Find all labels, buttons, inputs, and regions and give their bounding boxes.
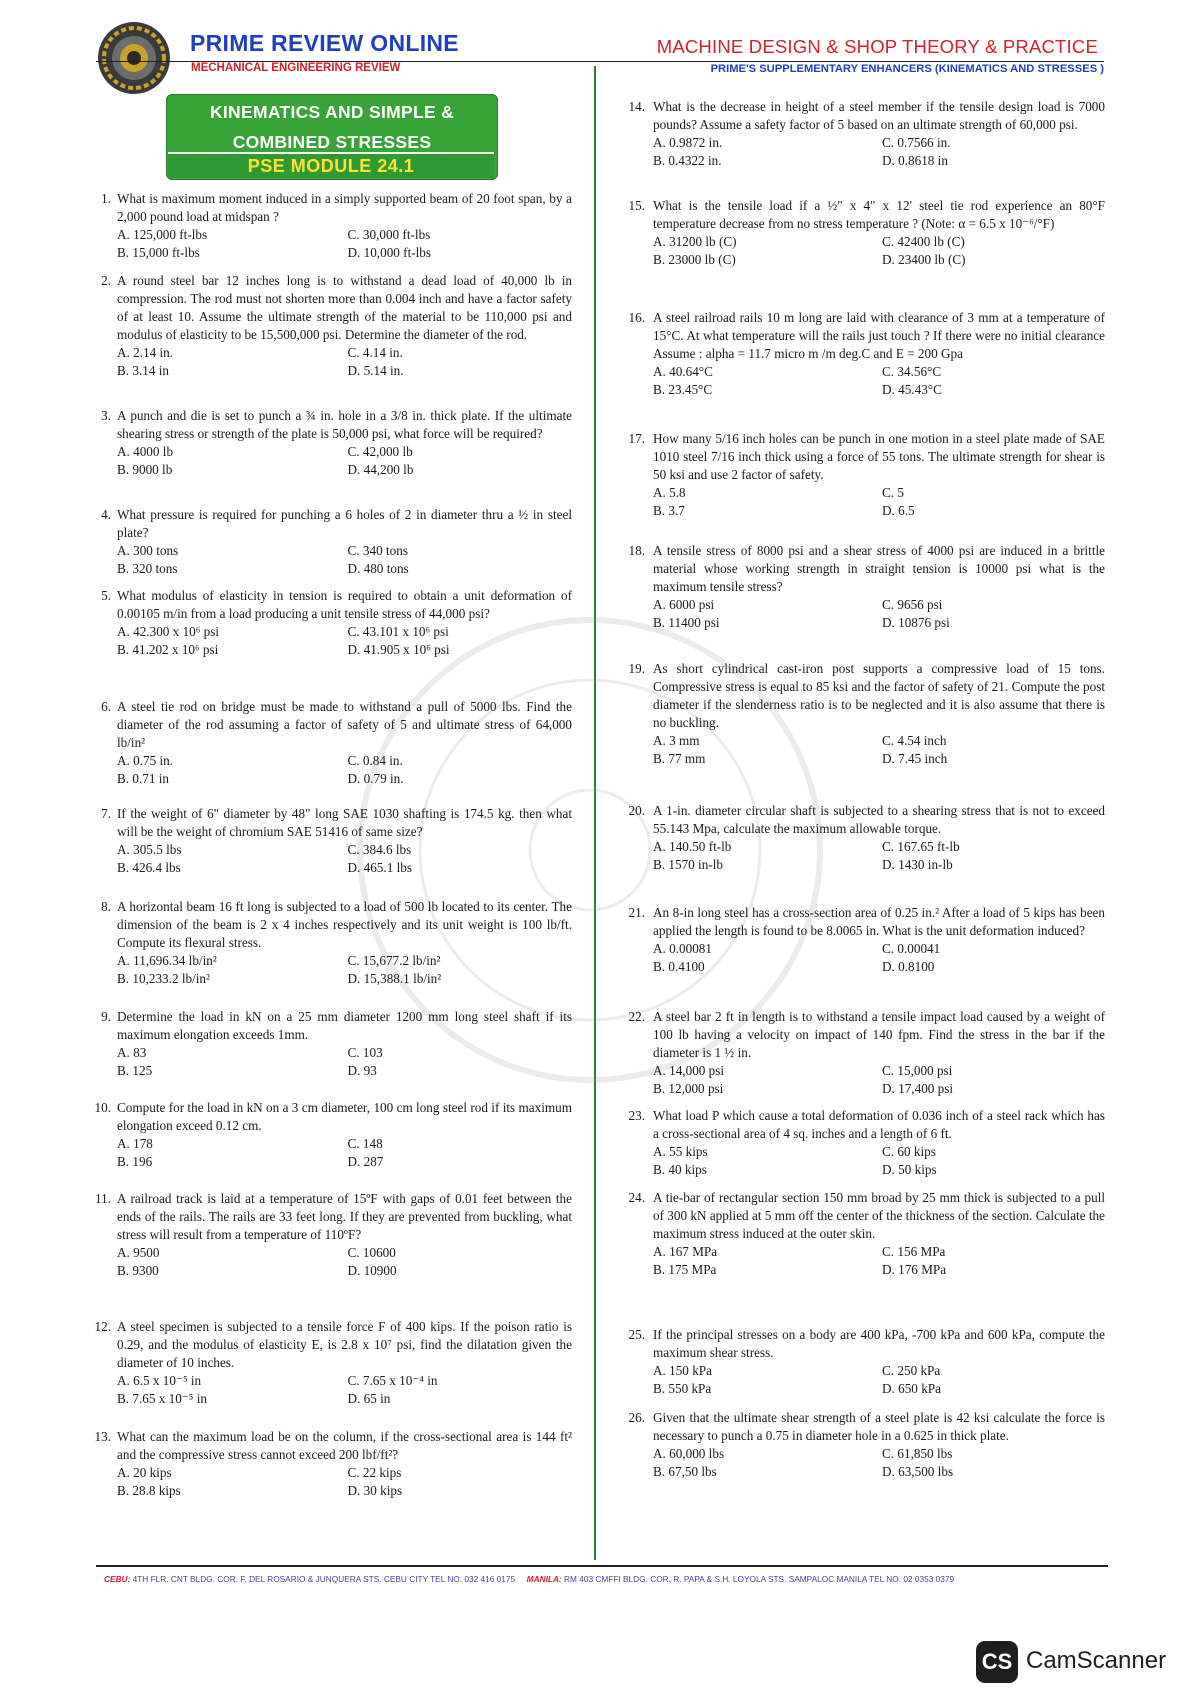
option-a: A. 140.50 ft-lb <box>653 839 732 854</box>
option-a: A. 2.14 in. <box>117 345 174 360</box>
option-b: B. 125 <box>117 1063 153 1078</box>
option-c: C. 0.84 in. <box>347 753 403 768</box>
option-a: A. 0.75 in. <box>117 753 174 768</box>
option-d: D. 50 kips <box>882 1162 937 1177</box>
option-c: C. 148 <box>347 1136 383 1151</box>
question-text: What load P which cause a total deformation of 0.036 inch of a steel rack which has a cross-sectional area of 4 sq. inches and a length of 6 ft. <box>653 1108 1105 1141</box>
question-4 <box>101 506 572 578</box>
question-text: As short cylindrical cast-iron post supports a compressive load of 15 tons. Compressive stress is equal to 85 ksi and the factor of safety of 21. Compute the post diameter if the slenderness ratio is to be neglected and it is also assume that there is no buckling. <box>653 661 1105 730</box>
option-a: A. 300 tons <box>117 543 179 558</box>
option-a: A. 42.300 x 10⁶ psi <box>117 624 220 639</box>
question-text: An 8-in long steel has a cross-section area of 0.25 in.² After a load of 5 kips has been applied the length is found to be 8.0065 in. What is the unit deformation induced? <box>653 905 1105 938</box>
option-b: B. 40 kips <box>653 1162 707 1177</box>
option-a: A. 14,000 psi <box>653 1063 725 1078</box>
option-d: D. 10,000 ft-lbs <box>347 245 432 260</box>
manila-label: MANILA: <box>526 1574 562 1584</box>
option-c: C. 167.65 ft-lb <box>882 839 960 854</box>
option-d: D. 6.5 <box>882 503 915 518</box>
option-c: C. 43.101 x 10⁶ psi <box>347 624 449 639</box>
option-d: D. 44,200 lb <box>347 462 414 477</box>
option-b: B. 3.14 in <box>117 363 170 378</box>
cebu-label: CEBU: <box>104 1574 131 1584</box>
question-6 <box>101 698 572 788</box>
option-c: C. 250 kPa <box>882 1363 941 1378</box>
question-number: 4. <box>101 507 111 522</box>
question-text: A steel specimen is subjected to a tensile force F of 400 kips. If the poison ratio is 0.29, and the modulus of elasticity E, is 2.8 x 10⁷ psi, find the dilatation given the diameter of 10 inches. <box>117 1319 572 1370</box>
question-12 <box>94 1318 572 1408</box>
question-number: 14. <box>628 99 645 114</box>
question-13 <box>94 1428 572 1500</box>
option-a: A. 11,696.34 lb/in² <box>117 953 217 968</box>
brand-subtitle: MECHANICAL ENGINEERING REVIEW <box>191 62 401 74</box>
option-a: A. 60,000 lbs <box>653 1446 725 1461</box>
option-d: D. 41.905 x 10⁶ psi <box>347 642 450 657</box>
option-b: B. 0.4322 in. <box>653 153 722 168</box>
question-number: 18. <box>628 543 645 558</box>
option-d: D. 176 MPa <box>882 1262 947 1277</box>
question-number: 1. <box>101 191 111 206</box>
option-a: A. 4000 lb <box>117 444 174 459</box>
option-c: C. 34.56°C <box>882 364 942 379</box>
option-a: A. 0.00081 <box>653 941 712 956</box>
question-text: Given that the ultimate shear strength of a steel plate is 42 ksi calculate the force is necessary to punch a 0.75 in diameter hole in a 0.625 in thick plate. <box>653 1410 1105 1443</box>
camscanner-icon: CS <box>976 1641 1018 1683</box>
module-label: PSE MODULE 24.1 <box>168 152 494 178</box>
question-11 <box>95 1190 572 1280</box>
brand-title: PRIME REVIEW ONLINE <box>190 30 459 56</box>
question-22 <box>628 1008 1105 1098</box>
option-b: B. 23000 lb (C) <box>653 252 736 267</box>
question-14 <box>628 98 1105 170</box>
question-19 <box>628 660 1105 768</box>
header-divider <box>96 61 1104 62</box>
title-line-1: KINEMATICS AND SIMPLE & <box>209 102 455 122</box>
manila-address: RM 403 CMFFI BLDG. COR. R. PAPA & S.H. LOYOLA STS. SAMPALOC MANILA TEL NO. 02 0353 0379 <box>561 1574 955 1584</box>
question-21 <box>628 904 1105 976</box>
option-d: D. 45.43°C <box>882 382 942 397</box>
option-a: A. 55 kips <box>653 1144 708 1159</box>
option-c: C. 103 <box>347 1045 383 1060</box>
question-number: 17. <box>628 431 645 446</box>
question-text: A steel railroad rails 10 m long are laid with clearance of 3 mm at a temperature of 15°C. At what temperature will the rails just touch ? If there were no initial clearance Assume : alpha = 11.7 micro m /m deg.C and E = 200 Gpa <box>653 310 1105 361</box>
question-18 <box>628 542 1105 632</box>
question-text: A round steel bar 12 inches long is to withstand a dead load of 40,000 lb in compression. The rod must not shorten more than 0.004 inch and have a factor safety of at least 10. Assume the ultimate strength of the material to be 110,000 psi and modulus of elasticity to be 15,500,000 psi. Determine the diameter of the rod. <box>117 273 572 342</box>
question-number: 6. <box>101 699 111 714</box>
question-text: A tensile stress of 8000 psi and a shear stress of 4000 psi are induced in a brittle material whose working strength in straight tension is 10000 psi what is the maximum tensile stress? <box>653 543 1105 594</box>
footer-addresses <box>104 1574 1104 1584</box>
option-c: C. 156 MPa <box>882 1244 946 1259</box>
option-b: B. 320 tons <box>117 561 178 576</box>
question-text: What pressure is required for punching a 6 holes of 2 in diameter thru a ½ in steel plate? <box>117 507 572 540</box>
option-d: D. 10876 psi <box>882 615 950 630</box>
option-b: B. 0.71 in <box>117 771 170 786</box>
question-24 <box>628 1189 1105 1279</box>
title-line-2: COMBINED STRESSES <box>232 132 432 152</box>
question-number: 21. <box>628 905 645 920</box>
option-d: D. 1430 in-lb <box>882 857 953 872</box>
option-b: B. 23.45°C <box>653 382 713 397</box>
option-c: C. 384.6 lbs <box>347 842 412 857</box>
question-text: Determine the load in kN on a 25 mm diameter 1200 mm long steel shaft if its maximum elongation exceeds 1mm. <box>117 1009 572 1042</box>
question-number: 11. <box>95 1191 111 1206</box>
question-number: 15. <box>628 198 645 213</box>
cebu-address: 4TH FLR. CNT BLDG. COR. F. DEL ROSARIO & JUNQUERA STS. CEBU CITY TEL NO. 032 416 0175 <box>130 1574 516 1584</box>
question-2 <box>101 272 572 380</box>
option-d: D. 15,388.1 lb/in² <box>347 971 442 986</box>
question-text: Compute for the load in kN on a 3 cm diameter, 100 cm long steel rod if its maximum elongation exceed 0.12 cm. <box>117 1100 572 1133</box>
question-17 <box>628 430 1105 520</box>
option-b: B. 0.4100 <box>653 959 705 974</box>
option-d: D. 0.8100 <box>882 959 935 974</box>
question-text: A 1-in. diameter circular shaft is subjected to a shearing stress that is not to exceed 55.143 Mpa, calculate the maximum allowable torque. <box>653 803 1105 836</box>
option-d: D. 10900 <box>347 1263 397 1278</box>
question-8 <box>101 898 572 988</box>
enhancers-subtitle: PRIME'S SUPPLEMENTARY ENHANCERS (KINEMATICS AND STRESSES ) <box>710 63 1104 75</box>
question-15 <box>628 197 1105 269</box>
camscanner-watermark <box>976 1641 1196 1687</box>
question-number: 2. <box>101 273 111 288</box>
question-25 <box>628 1326 1105 1398</box>
question-number: 25. <box>628 1327 645 1342</box>
option-c: C. 340 tons <box>347 543 408 558</box>
option-b: B. 550 kPa <box>653 1381 712 1396</box>
question-text: A steel bar 2 ft in length is to withstand a tensile impact load caused by a weight of 100 lb having a velocity on impact of 140 fpm. Find the stress in the bar if the diameter is 1 ½ in. <box>653 1009 1105 1060</box>
option-c: C. 42,000 lb <box>347 444 413 459</box>
option-c: C. 4.54 inch <box>882 733 947 748</box>
question-26 <box>628 1409 1105 1481</box>
option-b: B. 426.4 lbs <box>117 860 181 875</box>
option-b: B. 15,000 ft-lbs <box>117 245 200 260</box>
question-text: What modulus of elasticity in tension is required to obtain a unit deformation of 0.00105 m/in from a load producing a unit tensile stress of 44,000 psi? <box>117 588 572 621</box>
institute-logo <box>96 20 172 96</box>
question-1 <box>101 190 572 262</box>
option-b: B. 28.8 kips <box>117 1483 181 1498</box>
question-number: 16. <box>628 310 645 325</box>
question-number: 26. <box>628 1410 645 1425</box>
subject-title: MACHINE DESIGN & SHOP THEORY & PRACTICE <box>656 36 1098 57</box>
option-c: C. 15,000 psi <box>882 1063 953 1078</box>
question-10 <box>94 1099 572 1171</box>
option-a: A. 305.5 lbs <box>117 842 182 857</box>
question-text: A railroad track is laid at a temperature of 15ºF with gaps of 0.01 feet between the ends of the rails. The rails are 33 feet long. If they are prevented from buckling, what stress will result from a temperature of 110ºF? <box>117 1191 572 1242</box>
question-number: 19. <box>628 661 645 676</box>
question-number: 20. <box>628 803 645 818</box>
option-c: C. 0.00041 <box>882 941 941 956</box>
question-text: A punch and die is set to punch a ¾ in. hole in a 3/8 in. thick plate. If the ultimate shearing stress or strength of the plate is 50,000 psi, what force will be required? <box>117 408 572 441</box>
question-number: 24. <box>628 1190 645 1205</box>
option-b: B. 41.202 x 10⁶ psi <box>117 642 219 657</box>
option-a: A. 150 kPa <box>653 1363 712 1378</box>
question-23 <box>628 1107 1105 1179</box>
question-number: 13. <box>94 1429 111 1444</box>
option-a: A. 167 MPa <box>653 1244 718 1259</box>
option-d: D. 7.45 inch <box>882 751 948 766</box>
question-number: 12. <box>94 1319 111 1334</box>
option-c: C. 9656 psi <box>882 597 943 612</box>
question-text: If the principal stresses on a body are 400 kPa, -700 kPa and 600 kPa, compute the maximum shear stress. <box>653 1327 1105 1360</box>
option-d: D. 93 <box>347 1063 377 1078</box>
question-number: 8. <box>101 899 111 914</box>
option-a: A. 9500 <box>117 1245 160 1260</box>
question-number: 5. <box>101 588 111 603</box>
option-a: A. 20 kips <box>117 1465 172 1480</box>
camscanner-label: CamScanner <box>1026 1647 1167 1674</box>
option-d: D. 0.8618 in <box>882 153 948 168</box>
question-text: What is maximum moment induced in a simply supported beam of 20 foot span, by a 2,000 pound load at midspan ? <box>117 191 572 224</box>
question-text: If the weight of 6" diameter by 48" long SAE 1030 shafting is 174.5 kg. then what will be the weight of chromium SAE 51416 of same size? <box>117 806 572 839</box>
option-d: D. 5.14 in. <box>347 363 404 378</box>
option-a: A. 125,000 ft-lbs <box>117 227 208 242</box>
question-number: 10. <box>94 1100 111 1115</box>
question-number: 3. <box>101 408 111 423</box>
option-a: A. 178 <box>117 1136 153 1151</box>
footer-divider <box>96 1565 1108 1567</box>
option-c: C. 30,000 ft-lbs <box>347 227 431 242</box>
option-c: C. 5 <box>882 485 904 500</box>
option-c: C. 15,677.2 lb/in² <box>347 953 441 968</box>
option-b: B. 1570 in-lb <box>653 857 723 872</box>
question-16 <box>628 309 1105 399</box>
option-b: B. 7.65 x 10⁻⁵ in <box>117 1391 207 1406</box>
question-text: A horizontal beam 16 ft long is subjected to a load of 500 lb located to its center. The dimension of the beam is 2 x 4 inches respectively and its unit weight is 100 lb/ft. Compute its flexural stress. <box>117 899 572 950</box>
question-text: What is the tensile load if a ½" x 4" x 12' steel tie rod experience an 80°F temperature decrease from no stress temperature ? (Note: α = 6.5 x 10⁻⁶/°F) <box>653 198 1105 231</box>
question-9 <box>101 1008 572 1080</box>
question-text: What is the decrease in height of a steel member if the tensile design load is 7000 pounds? Assume a safety factor of 5 based on an ultimate strength of 60,000 psi. <box>653 99 1105 132</box>
option-c: C. 42400 lb (C) <box>882 234 965 249</box>
option-c: C. 0.7566 in. <box>882 135 951 150</box>
question-text: A tie-bar of rectangular section 150 mm broad by 25 mm thick is subjected to a pull of 300 kN applied at 5 mm off the center of the thickness of the section. Calculate the maximum stress induced at the outer skin. <box>653 1190 1105 1241</box>
question-text: A steel tie rod on bridge must be made to withstand a pull of 5000 lbs. Find the diameter of the rod assuming a factor of safety of 5 and ultimate stress of 64,000 lb/in² <box>117 699 572 750</box>
question-7 <box>101 805 572 877</box>
option-b: B. 9000 lb <box>117 462 173 477</box>
option-d: D. 287 <box>347 1154 384 1169</box>
option-d: D. 465.1 lbs <box>347 860 412 875</box>
option-d: D. 650 kPa <box>882 1381 941 1396</box>
option-b: B. 196 <box>117 1154 153 1169</box>
option-d: D. 63,500 lbs <box>882 1464 954 1479</box>
option-c: C. 60 kips <box>882 1144 936 1159</box>
option-d: D. 480 tons <box>347 561 409 576</box>
option-d: D. 17,400 psi <box>882 1081 954 1096</box>
option-a: A. 83 <box>117 1045 147 1060</box>
option-c: C. 61,850 lbs <box>882 1446 953 1461</box>
option-a: A. 6.5 x 10⁻⁵ in <box>117 1373 202 1388</box>
option-d: D. 23400 lb (C) <box>882 252 966 267</box>
question-text: How many 5/16 inch holes can be punch in one motion in a steel plate made of SAE 1010 steel 7/16 inch thick using a force of 55 tons. The ultimate strength for shear is 50 ksi and use 2 factor of safety. <box>653 431 1105 482</box>
option-a: A. 0.9872 in. <box>653 135 723 150</box>
option-c: C. 22 kips <box>347 1465 402 1480</box>
question-number: 22. <box>628 1009 645 1024</box>
question-number: 9. <box>101 1009 111 1024</box>
option-b: B. 11400 psi <box>653 615 720 630</box>
option-a: A. 3 mm <box>653 733 700 748</box>
option-b: B. 175 MPa <box>653 1262 717 1277</box>
question-5 <box>101 587 572 659</box>
option-b: B. 9300 <box>117 1263 159 1278</box>
question-number: 7. <box>101 806 111 821</box>
question-text: What can the maximum load be on the column, if the cross-sectional area is 144 ft² and the compressive stress cannot exceed 200 lbf/ft²? <box>117 1429 572 1462</box>
option-b: B. 10,233.2 lb/in² <box>117 971 210 986</box>
option-a: A. 31200 lb (C) <box>653 234 737 249</box>
option-d: D. 30 kips <box>347 1483 403 1498</box>
option-b: B. 3.7 <box>653 503 685 518</box>
option-a: A. 6000 psi <box>653 597 715 612</box>
option-b: B. 12,000 psi <box>653 1081 724 1096</box>
question-3 <box>101 407 572 479</box>
option-a: A. 5.8 <box>653 485 686 500</box>
option-b: B. 67,50 lbs <box>653 1464 717 1479</box>
option-c: C. 10600 <box>347 1245 396 1260</box>
option-d: D. 0.79 in. <box>347 771 404 786</box>
option-c: C. 7.65 x 10⁻⁴ in <box>347 1373 438 1388</box>
question-number: 23. <box>628 1108 645 1123</box>
option-c: C. 4.14 in. <box>347 345 403 360</box>
option-d: D. 65 in <box>347 1391 391 1406</box>
option-b: B. 77 mm <box>653 751 706 766</box>
option-a: A. 40.64°C <box>653 364 713 379</box>
question-20 <box>628 802 1105 874</box>
